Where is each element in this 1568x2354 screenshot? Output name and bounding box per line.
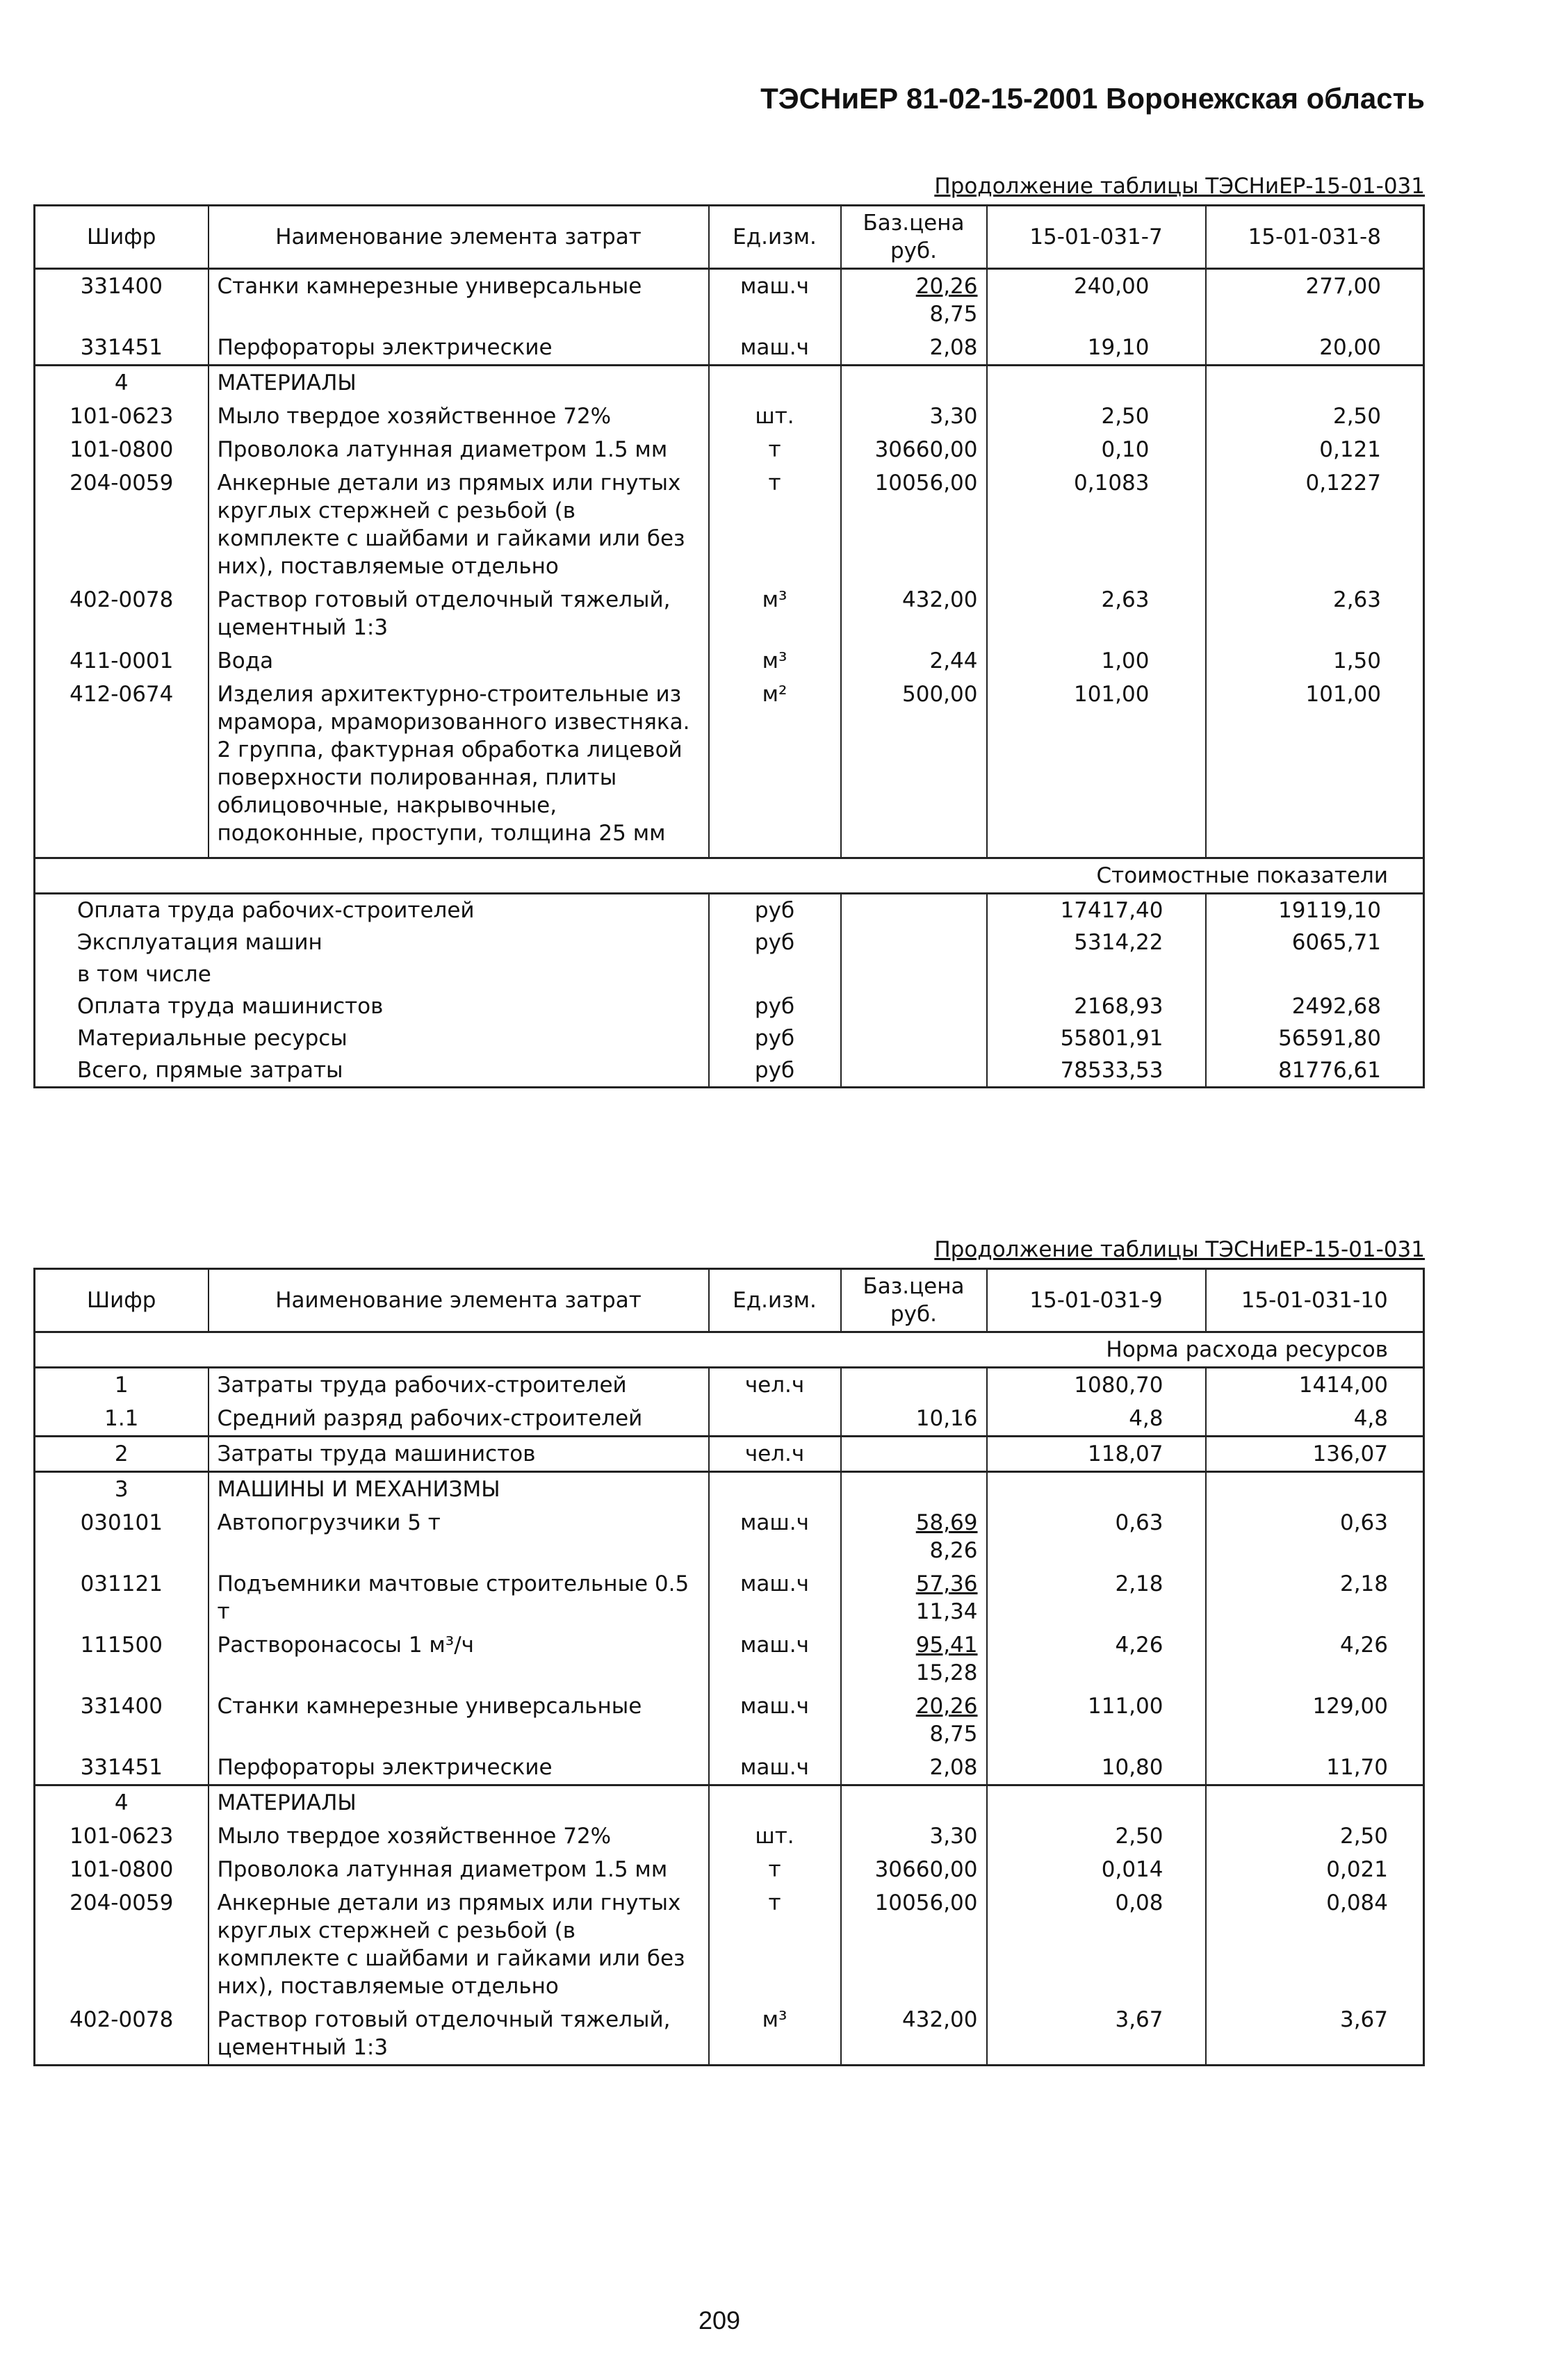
- totals-row: [35, 926, 1424, 958]
- total-a: 55801,91: [987, 1022, 1206, 1054]
- table-1-header-row: [35, 206, 1424, 269]
- cell-name: Станки камнерезные универсальные: [209, 1690, 709, 1751]
- cell-price: [841, 1437, 987, 1472]
- cell-price: 3,30: [841, 400, 987, 433]
- total-unit: руб: [709, 926, 841, 958]
- col-norm-a-header: 15-01-031-9: [987, 1269, 1206, 1332]
- cell-unit: м³: [709, 644, 841, 678]
- col-price-header: Баз.цена руб.: [841, 1269, 987, 1332]
- total-b: 56591,80: [1206, 1022, 1424, 1054]
- cell-code: 331400: [35, 269, 209, 332]
- cell-price: 30660,00: [841, 1853, 987, 1886]
- cell-norm-a: 4,26: [987, 1628, 1206, 1690]
- cell-price: 10056,00: [841, 1886, 987, 2003]
- cell-code: 331400: [35, 1690, 209, 1751]
- cell-name: Затраты труда рабочих-строителей: [209, 1368, 709, 1403]
- cell-norm-b: 0,63: [1206, 1506, 1424, 1567]
- cell-name: Раствор готовый отделочный тяжелый, цементный 1:3: [209, 583, 709, 644]
- cell-code: 1.1: [35, 1402, 209, 1437]
- cell-code: 2: [35, 1437, 209, 1472]
- table-2-header-row: [35, 1269, 1424, 1332]
- cell-unit: маш.ч: [709, 269, 841, 332]
- total-unit: руб: [709, 894, 841, 927]
- cell-unit: маш.ч: [709, 331, 841, 366]
- table-row: [35, 1820, 1424, 1853]
- section-code: 4: [35, 366, 209, 400]
- table-row: [35, 1853, 1424, 1886]
- cell-name: Анкерные детали из прямых или гнутых круглых стержней с резьбой (в комплекте с шайбами и гайками или без них), поставляемые отдельно: [209, 1886, 709, 2003]
- table-1-caption: Продолжение таблицы ТЭСНиЕР-15-01-031: [934, 174, 1425, 199]
- total-unit: руб: [709, 1022, 841, 1054]
- cell-unit: м²: [709, 678, 841, 858]
- cell-norm-a: 1080,70: [987, 1368, 1206, 1403]
- cell-code: 101-0800: [35, 1853, 209, 1886]
- cell-price: [841, 1628, 987, 1690]
- cell-unit: чел.ч: [709, 1368, 841, 1403]
- band-row: [35, 1332, 1424, 1368]
- cell-code: 031121: [35, 1567, 209, 1628]
- cell-unit: т: [709, 1886, 841, 2003]
- cell-norm-b: 2,50: [1206, 400, 1424, 433]
- cost-indicators-label: Стоимостные показатели: [35, 858, 1424, 894]
- table-row: [35, 1506, 1424, 1567]
- col-code-header: Шифр: [35, 206, 209, 269]
- price-wage: 8,75: [929, 1722, 978, 1747]
- table-row: [35, 583, 1424, 644]
- total-unit: руб: [709, 1054, 841, 1088]
- cell-norm-a: 2,63: [987, 583, 1206, 644]
- total-unit: руб: [709, 990, 841, 1022]
- total-b: 6065,71: [1206, 926, 1424, 958]
- cell-code: 204-0059: [35, 1886, 209, 2003]
- cell-norm-b: 0,1227: [1206, 466, 1424, 583]
- cell-norm-a: 0,014: [987, 1853, 1206, 1886]
- table-row: [35, 400, 1424, 433]
- cell-norm-b: 0,121: [1206, 433, 1424, 466]
- cell-name: Перфораторы электрические: [209, 331, 709, 366]
- table-row: [35, 331, 1424, 366]
- cell-price: 432,00: [841, 2003, 987, 2066]
- cell-price: 2,08: [841, 1751, 987, 1785]
- table-2-caption: Продолжение таблицы ТЭСНиЕР-15-01-031: [934, 1237, 1425, 1262]
- cell-price: 30660,00: [841, 433, 987, 466]
- cell-code: 101-0623: [35, 400, 209, 433]
- cell-unit: чел.ч: [709, 1437, 841, 1472]
- cell-name: Мыло твердое хозяйственное 72%: [209, 1820, 709, 1853]
- cell-norm-a: 111,00: [987, 1690, 1206, 1751]
- table-row: [35, 1628, 1424, 1690]
- section-row: [35, 1472, 1424, 1507]
- total-a: 78533,53: [987, 1054, 1206, 1088]
- cell-name: Растворонасосы 1 м³/ч: [209, 1628, 709, 1690]
- cell-price: [841, 269, 987, 332]
- cell-norm-a: 118,07: [987, 1437, 1206, 1472]
- cell-price: 10,16: [841, 1402, 987, 1437]
- cell-price: 2,08: [841, 331, 987, 366]
- cell-norm-b: 11,70: [1206, 1751, 1424, 1785]
- cell-norm-b: 20,00: [1206, 331, 1424, 366]
- col-name-header: Наименование элемента затрат: [209, 1269, 709, 1332]
- col-norm-a-header: 15-01-031-7: [987, 206, 1206, 269]
- price-wage: 8,26: [929, 1538, 978, 1563]
- section-title: МАТЕРИАЛЫ: [209, 366, 709, 400]
- cell-price: 432,00: [841, 583, 987, 644]
- cell-norm-b: 129,00: [1206, 1690, 1424, 1751]
- cell-norm-b: 2,50: [1206, 1820, 1424, 1853]
- totals-row: [35, 958, 1424, 990]
- cell-code: 030101: [35, 1506, 209, 1567]
- cell-unit: т: [709, 466, 841, 583]
- total-label: Оплата труда машинистов: [35, 990, 709, 1022]
- resource-norm-label: Норма расхода ресурсов: [35, 1332, 1424, 1368]
- cell-norm-a: 0,1083: [987, 466, 1206, 583]
- totals-row: [35, 1054, 1424, 1088]
- cell-price: 10056,00: [841, 466, 987, 583]
- table-row: [35, 678, 1424, 858]
- cell-name: Автопогрузчики 5 т: [209, 1506, 709, 1567]
- total-label: Всего, прямые затраты: [35, 1054, 709, 1088]
- cell-unit: т: [709, 1853, 841, 1886]
- table-row: [35, 644, 1424, 678]
- cell-norm-a: 10,80: [987, 1751, 1206, 1785]
- cell-norm-b: 0,084: [1206, 1886, 1424, 2003]
- cell-norm-b: 136,07: [1206, 1437, 1424, 1472]
- cell-code: 101-0623: [35, 1820, 209, 1853]
- table-row: [35, 1368, 1424, 1403]
- cell-norm-b: 0,021: [1206, 1853, 1424, 1886]
- cell-norm-a: 19,10: [987, 331, 1206, 366]
- totals-row: [35, 894, 1424, 927]
- col-unit-header: Ед.изм.: [709, 1269, 841, 1332]
- table-row: [35, 1886, 1424, 2003]
- table-row: [35, 466, 1424, 583]
- cell-price: [841, 1506, 987, 1567]
- cell-norm-a: 2,50: [987, 1820, 1206, 1853]
- cell-unit: шт.: [709, 400, 841, 433]
- total-b: 19119,10: [1206, 894, 1424, 927]
- section-row: [35, 366, 1424, 400]
- table-row: [35, 2003, 1424, 2066]
- section-code: 4: [35, 1785, 209, 1820]
- total-label: Материальные ресурсы: [35, 1022, 709, 1054]
- table-row: [35, 1567, 1424, 1628]
- cell-norm-a: 4,8: [987, 1402, 1206, 1437]
- cell-unit: шт.: [709, 1820, 841, 1853]
- cell-norm-b: 4,8: [1206, 1402, 1424, 1437]
- cell-price: 500,00: [841, 678, 987, 858]
- cell-norm-a: 0,10: [987, 433, 1206, 466]
- col-name-header: Наименование элемента затрат: [209, 206, 709, 269]
- cell-norm-a: 1,00: [987, 644, 1206, 678]
- cell-name: Затраты труда машинистов: [209, 1437, 709, 1472]
- table-1: [33, 204, 1425, 1088]
- cell-code: 331451: [35, 1751, 209, 1785]
- price-wage: 8,75: [929, 302, 978, 327]
- cell-price: [841, 1567, 987, 1628]
- cell-name: Анкерные детали из прямых или гнутых круглых стержней с резьбой (в комплекте с шайбами и гайками или без них), поставляемые отдельно: [209, 466, 709, 583]
- cell-unit: маш.ч: [709, 1690, 841, 1751]
- table-row: [35, 433, 1424, 466]
- total-a: 2168,93: [987, 990, 1206, 1022]
- total-a: 5314,22: [987, 926, 1206, 958]
- cell-unit: т: [709, 433, 841, 466]
- cell-code: 402-0078: [35, 583, 209, 644]
- page-number: 209: [699, 2306, 741, 2335]
- cell-unit: маш.ч: [709, 1506, 841, 1567]
- total-label: Оплата труда рабочих-строителей: [35, 894, 709, 927]
- cell-code: 111500: [35, 1628, 209, 1690]
- price-wage: 11,34: [915, 1599, 978, 1624]
- col-price-header: Баз.цена руб.: [841, 206, 987, 269]
- section-row: [35, 1785, 1424, 1820]
- price-total: 20,26: [915, 1694, 978, 1719]
- price-total: 58,69: [915, 1510, 978, 1535]
- cell-norm-a: 2,50: [987, 400, 1206, 433]
- col-code-header: Шифр: [35, 1269, 209, 1332]
- cell-unit: маш.ч: [709, 1628, 841, 1690]
- section-title: МАТЕРИАЛЫ: [209, 1785, 709, 1820]
- cell-norm-a: 2,18: [987, 1567, 1206, 1628]
- cell-unit: м³: [709, 2003, 841, 2066]
- cell-name: Проволока латунная диаметром 1.5 мм: [209, 1853, 709, 1886]
- cell-norm-b: 101,00: [1206, 678, 1424, 858]
- cell-norm-a: 101,00: [987, 678, 1206, 858]
- cell-code: 412-0674: [35, 678, 209, 858]
- table-row: [35, 1751, 1424, 1785]
- cell-unit: [709, 1402, 841, 1437]
- band-row: [35, 858, 1424, 894]
- totals-row: [35, 990, 1424, 1022]
- cell-norm-b: 1,50: [1206, 644, 1424, 678]
- cell-unit: м³: [709, 583, 841, 644]
- document-title: ТЭСНиЕР 81-02-15-2001 Воронежская область: [760, 82, 1425, 115]
- cell-name: Мыло твердое хозяйственное 72%: [209, 400, 709, 433]
- cell-name: Вода: [209, 644, 709, 678]
- cell-code: 331451: [35, 331, 209, 366]
- cell-name: Раствор готовый отделочный тяжелый, цементный 1:3: [209, 2003, 709, 2066]
- col-unit-header: Ед.изм.: [709, 206, 841, 269]
- cell-name: Перфораторы электрические: [209, 1751, 709, 1785]
- cell-code: 1: [35, 1368, 209, 1403]
- table-row: [35, 1690, 1424, 1751]
- totals-row: [35, 1022, 1424, 1054]
- cell-price: 3,30: [841, 1820, 987, 1853]
- cell-name: Подъемники мачтовые строительные 0.5 т: [209, 1567, 709, 1628]
- cell-price: 2,44: [841, 644, 987, 678]
- table-row: [35, 1437, 1424, 1472]
- cell-norm-a: 240,00: [987, 269, 1206, 332]
- cell-name: Проволока латунная диаметром 1.5 мм: [209, 433, 709, 466]
- cell-unit: маш.ч: [709, 1567, 841, 1628]
- cell-name: Изделия архитектурно-строительные из мрамора, мраморизованного известняка. 2 группа, фактурная обработка лицевой поверхности полированная, плиты облицовочные, накрывочные, подоконные, проступи, толщина 25 мм: [209, 678, 709, 858]
- section-title: МАШИНЫ И МЕХАНИЗМЫ: [209, 1472, 709, 1507]
- total-a: 17417,40: [987, 894, 1206, 927]
- cell-norm-a: 3,67: [987, 2003, 1206, 2066]
- col-norm-b-header: 15-01-031-10: [1206, 1269, 1424, 1332]
- table-row: [35, 1402, 1424, 1437]
- cell-price: [841, 1368, 987, 1403]
- cell-code: 411-0001: [35, 644, 209, 678]
- cell-name: Средний разряд рабочих-строителей: [209, 1402, 709, 1437]
- cell-code: 204-0059: [35, 466, 209, 583]
- cell-unit: маш.ч: [709, 1751, 841, 1785]
- price-wage: 15,28: [915, 1660, 978, 1685]
- total-b: 2492,68: [1206, 990, 1424, 1022]
- cell-price: [841, 1690, 987, 1751]
- cell-norm-b: 277,00: [1206, 269, 1424, 332]
- price-total: 95,41: [915, 1633, 978, 1658]
- price-total: 20,26: [915, 274, 978, 299]
- total-label: в том числе: [35, 958, 709, 990]
- cell-norm-b: 2,18: [1206, 1567, 1424, 1628]
- cell-norm-b: 3,67: [1206, 2003, 1424, 2066]
- table-2: [33, 1268, 1425, 2066]
- price-total: 57,36: [915, 1571, 978, 1596]
- cell-code: 101-0800: [35, 433, 209, 466]
- cell-norm-b: 2,63: [1206, 583, 1424, 644]
- cell-norm-a: 0,08: [987, 1886, 1206, 2003]
- total-label: Эксплуатация машин: [35, 926, 709, 958]
- cell-norm-a: 0,63: [987, 1506, 1206, 1567]
- cell-name: Станки камнерезные универсальные: [209, 269, 709, 332]
- cell-norm-b: 4,26: [1206, 1628, 1424, 1690]
- section-code: 3: [35, 1472, 209, 1507]
- table-row: [35, 269, 1424, 332]
- total-b: 81776,61: [1206, 1054, 1424, 1088]
- col-norm-b-header: 15-01-031-8: [1206, 206, 1424, 269]
- cell-norm-b: 1414,00: [1206, 1368, 1424, 1403]
- cell-code: 402-0078: [35, 2003, 209, 2066]
